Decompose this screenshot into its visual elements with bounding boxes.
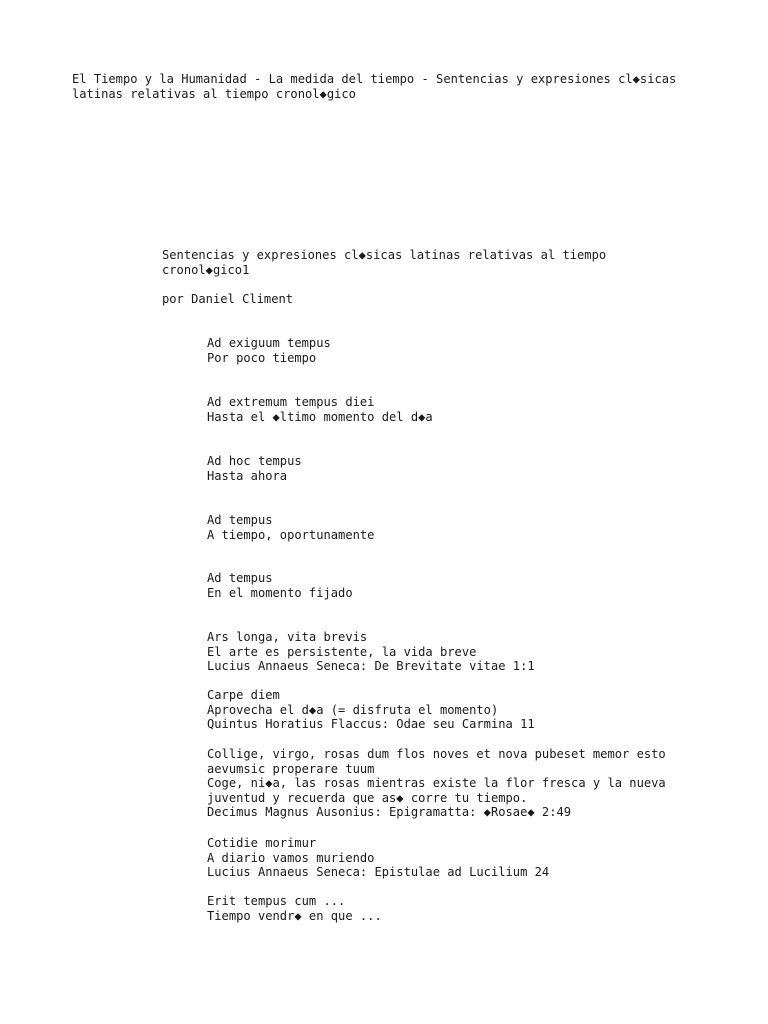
phrase-entry <box>207 688 727 732</box>
phrase-entry <box>207 395 727 424</box>
phrase-entry <box>207 513 727 542</box>
spanish-translation: Hasta ahora <box>207 468 288 483</box>
latin-phrase: Erit tempus cum ... <box>207 894 346 908</box>
phrase-entry <box>207 571 727 600</box>
latin-phrase: Carpe diem <box>207 688 280 702</box>
spanish-translation: Aprovecha el d◆a (= disfruta el momento) <box>207 702 499 717</box>
phrase-entry <box>207 894 727 923</box>
latin-phrase: Cotidie morimur <box>207 836 317 850</box>
phrase-source: Quintus Horatius Flaccus: Odae seu Carmina 11 <box>207 717 535 732</box>
phrase-source: Decimus Magnus Ausonius: Epigramatta: ◆Rosae◆ 2:49 <box>207 805 572 820</box>
spanish-translation: Coge, ni◆a, las rosas mientras existe la flor fresca y la nueva juventud y recuerda que as◆ corre tu tiempo. <box>207 776 673 805</box>
article-byline: por Daniel Climent <box>162 292 294 306</box>
phrase-list <box>207 0 727 1024</box>
phrase-entry <box>207 747 727 820</box>
latin-phrase: Collige, virgo, rosas dum flos noves et nova pubeset memor esto aevumsic properare tuum <box>207 747 673 776</box>
spanish-translation: A tiempo, oportunamente <box>207 527 375 542</box>
spanish-translation: Por poco tiempo <box>207 350 317 365</box>
phrase-entry <box>207 336 727 365</box>
phrase-source: Lucius Annaeus Seneca: De Brevitate vitae 1:1 <box>207 659 535 674</box>
phrase-entry <box>207 836 727 880</box>
phrase-entry <box>207 630 727 674</box>
latin-phrase: Ad tempus <box>207 513 273 527</box>
spanish-translation: A diario vamos muriendo <box>207 850 375 865</box>
latin-phrase: Ad hoc tempus <box>207 454 302 468</box>
document-header-title: El Tiempo y la Humanidad - La medida del tiempo - Sentencias y expresiones cl◆sicas latinas relativas al tiempo cronol◆gico <box>72 72 684 101</box>
spanish-translation: Tiempo vendr◆ en que ... <box>207 908 382 923</box>
spanish-translation: En el momento fijado <box>207 585 353 600</box>
article-title: Sentencias y expresiones cl◆sicas latinas relativas al tiempo cronol◆gico1 <box>162 248 614 277</box>
latin-phrase: Ad tempus <box>207 571 273 585</box>
phrase-source: Lucius Annaeus Seneca: Epistulae ad Lucilium 24 <box>207 865 550 880</box>
latin-phrase: Ars longa, vita brevis <box>207 630 368 644</box>
spanish-translation: Hasta el ◆ltimo momento del d◆a <box>207 409 433 424</box>
spanish-translation: El arte es persistente, la vida breve <box>207 644 477 659</box>
latin-phrase: Ad extremum tempus diei <box>207 395 375 409</box>
phrase-entry <box>207 454 727 483</box>
latin-phrase: Ad exiguum tempus <box>207 336 331 350</box>
